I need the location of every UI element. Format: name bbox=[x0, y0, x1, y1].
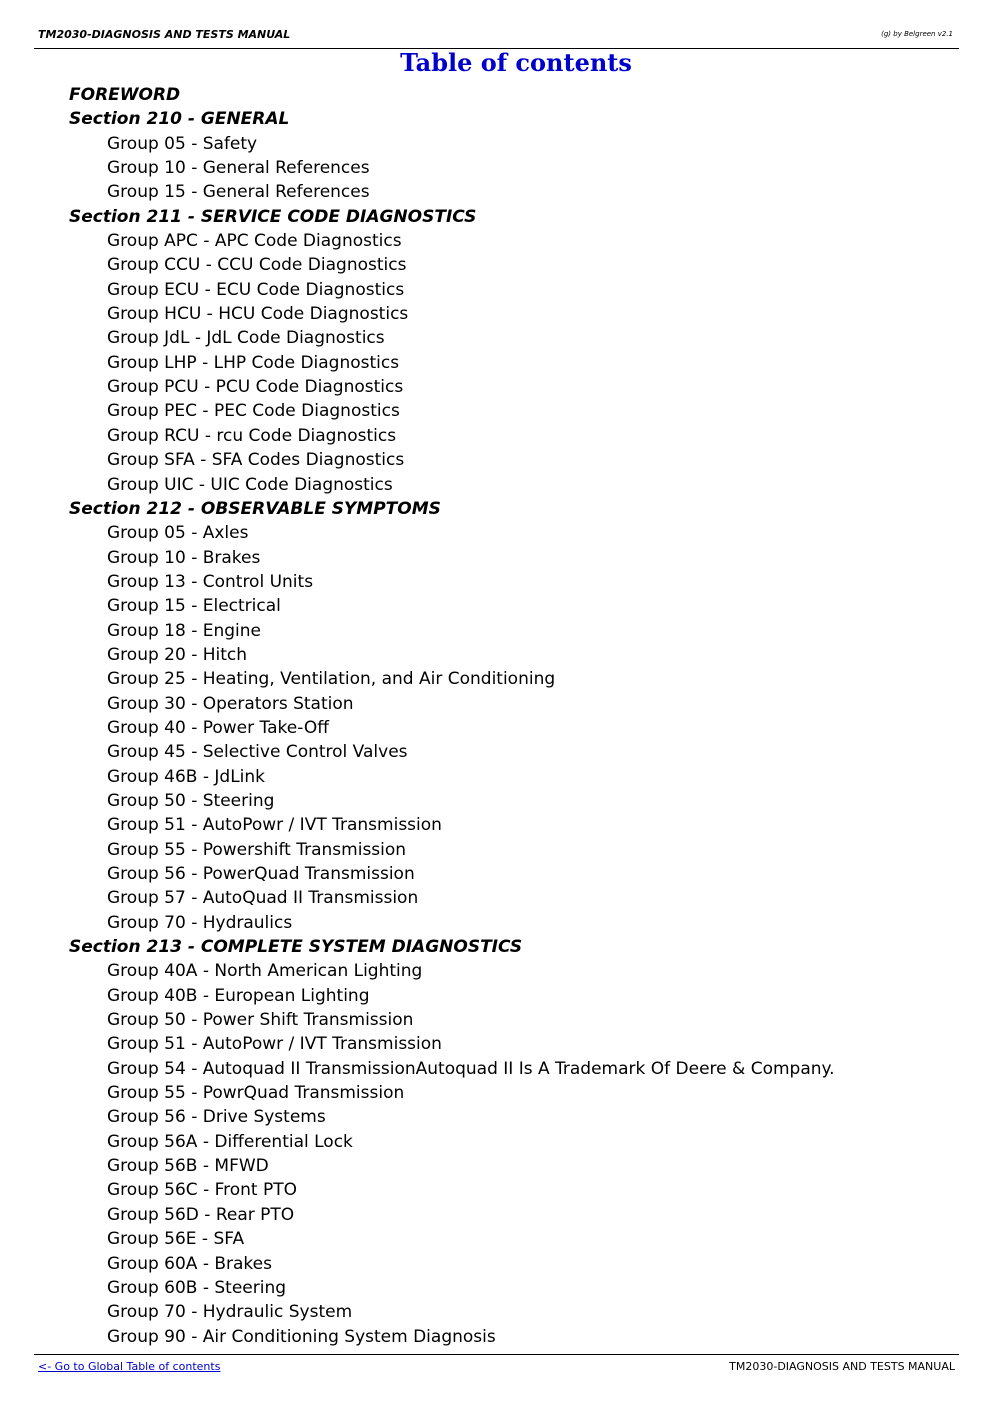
credit-text: (g) by Belgreen v2.1 bbox=[881, 30, 953, 38]
toc-group-entry[interactable]: Group UIC - UIC Code Diagnostics bbox=[107, 474, 393, 495]
toc-section-entry[interactable]: Section 210 - GENERAL bbox=[69, 109, 290, 130]
toc-section-entry[interactable]: Section 211 - SERVICE CODE DIAGNOSTICS bbox=[69, 206, 477, 227]
toc-group-entry[interactable]: Group 56 - Drive Systems bbox=[107, 1107, 326, 1128]
toc-group-entry[interactable]: Group 05 - Axles bbox=[107, 523, 249, 544]
toc-group-entry[interactable]: Group 56C - Front PTO bbox=[107, 1180, 298, 1201]
toc-group-entry[interactable]: Group 10 - Brakes bbox=[107, 547, 261, 568]
toc-group-entry[interactable]: Group 55 - Powershift Transmission bbox=[107, 839, 407, 860]
toc-group-entry[interactable]: Group 25 - Heating, Ventilation, and Air Conditioning bbox=[107, 669, 556, 690]
toc-section-entry[interactable]: FOREWORD bbox=[69, 85, 181, 105]
toc-group-entry[interactable]: Group 56 - PowerQuad Transmission bbox=[107, 864, 415, 884]
toc-group-entry[interactable]: Group 50 - Power Shift Transmission bbox=[107, 1010, 414, 1031]
toc-group-entry[interactable]: Group 60A - Brakes bbox=[107, 1253, 272, 1274]
toc-group-entry[interactable]: Group 18 - Engine bbox=[107, 620, 261, 641]
toc-group-entry[interactable]: Group 40B - European Lighting bbox=[107, 985, 370, 1006]
toc-group-entry[interactable]: Group 20 - Hitch bbox=[107, 644, 248, 665]
toc-group-entry[interactable]: Group 55 - PowrQuad Transmission bbox=[107, 1083, 405, 1104]
toc-group-entry[interactable]: Group 51 - AutoPowr / IVT Transmission bbox=[107, 1034, 442, 1055]
toc-group-entry[interactable]: Group APC - APC Code Diagnostics bbox=[107, 231, 402, 252]
toc-group-entry[interactable]: Group SFA - SFA Codes Diagnostics bbox=[107, 450, 405, 471]
toc-group-entry[interactable]: Group 46B - JdLink bbox=[107, 766, 266, 787]
toc-group-entry[interactable]: Group 05 - Safety bbox=[107, 133, 258, 154]
toc-group-entry[interactable]: Group 60B - Steering bbox=[107, 1277, 287, 1298]
toc-group-entry[interactable]: Group 50 - Steering bbox=[107, 790, 275, 811]
manual-title: TM2030-DIAGNOSIS AND TESTS MANUAL bbox=[38, 28, 291, 41]
toc-group-entry[interactable]: Group PCU - PCU Code Diagnostics bbox=[107, 377, 404, 398]
toc-group-entry[interactable]: Group 45 - Selective Control Valves bbox=[107, 742, 408, 763]
toc-group-entry[interactable]: Group 13 - Control Units bbox=[107, 571, 314, 592]
toc-group-entry[interactable]: Group LHP - LHP Code Diagnostics bbox=[107, 352, 400, 373]
toc-group-entry[interactable]: Group 15 - General References bbox=[107, 182, 370, 203]
page-footer bbox=[34, 1354, 959, 1379]
toc-group-entry[interactable]: Group 57 - AutoQuad II Transmission bbox=[107, 888, 419, 909]
toc-group-entry[interactable]: Group 70 - Hydraulic System bbox=[107, 1302, 353, 1323]
toc-list bbox=[69, 83, 835, 1349]
toc-group-entry[interactable]: Group RCU - rcu Code Diagnostics bbox=[107, 425, 397, 446]
toc-group-entry[interactable]: Group 56B - MFWD bbox=[107, 1156, 269, 1177]
toc-group-entry[interactable]: Group PEC - PEC Code Diagnostics bbox=[107, 401, 400, 422]
toc-group-entry[interactable]: Group 56D - Rear PTO bbox=[107, 1204, 295, 1225]
toc-group-entry[interactable]: Group 70 - Hydraulics bbox=[107, 912, 293, 933]
toc-group-entry[interactable]: Group 40 - Power Take-Off bbox=[107, 717, 329, 738]
toc-group-entry[interactable]: Group 90 - Air Conditioning System Diagnosis bbox=[107, 1326, 496, 1347]
global-toc-link[interactable]: <- Go to Global Table of contents bbox=[38, 1360, 221, 1373]
page-header bbox=[34, 26, 959, 49]
toc-group-entry[interactable]: Group 40A - North American Lighting bbox=[107, 961, 423, 982]
toc-group-entry[interactable]: Group ECU - ECU Code Diagnostics bbox=[107, 279, 405, 300]
toc-group-entry[interactable]: Group 54 - Autoquad II TransmissionAutoquad II Is A Trademark Of Deere & Company. bbox=[107, 1058, 835, 1079]
toc-group-entry[interactable]: Group 30 - Operators Station bbox=[107, 693, 354, 714]
toc-group-entry[interactable]: Group 56A - Differential Lock bbox=[107, 1131, 353, 1152]
toc-group-entry[interactable]: Group JdL - JdL Code Diagnostics bbox=[107, 328, 385, 349]
toc-group-entry[interactable]: Group 10 - General References bbox=[107, 158, 370, 179]
toc-group-entry[interactable]: Group 56E - SFA bbox=[107, 1229, 245, 1250]
toc-group-entry[interactable]: Group 51 - AutoPowr / IVT Transmission bbox=[107, 815, 442, 836]
toc-group-entry[interactable]: Group HCU - HCU Code Diagnostics bbox=[107, 304, 409, 325]
toc-section-entry[interactable]: Section 213 - COMPLETE SYSTEM DIAGNOSTICS bbox=[69, 937, 523, 958]
page-title: Table of contents bbox=[400, 48, 632, 77]
toc-group-entry[interactable]: Group CCU - CCU Code Diagnostics bbox=[107, 255, 407, 276]
footer-manual-title: TM2030-DIAGNOSIS AND TESTS MANUAL bbox=[729, 1360, 955, 1373]
toc-group-entry[interactable]: Group 15 - Electrical bbox=[107, 596, 281, 617]
toc-section-entry[interactable]: Section 212 - OBSERVABLE SYMPTOMS bbox=[69, 498, 441, 519]
